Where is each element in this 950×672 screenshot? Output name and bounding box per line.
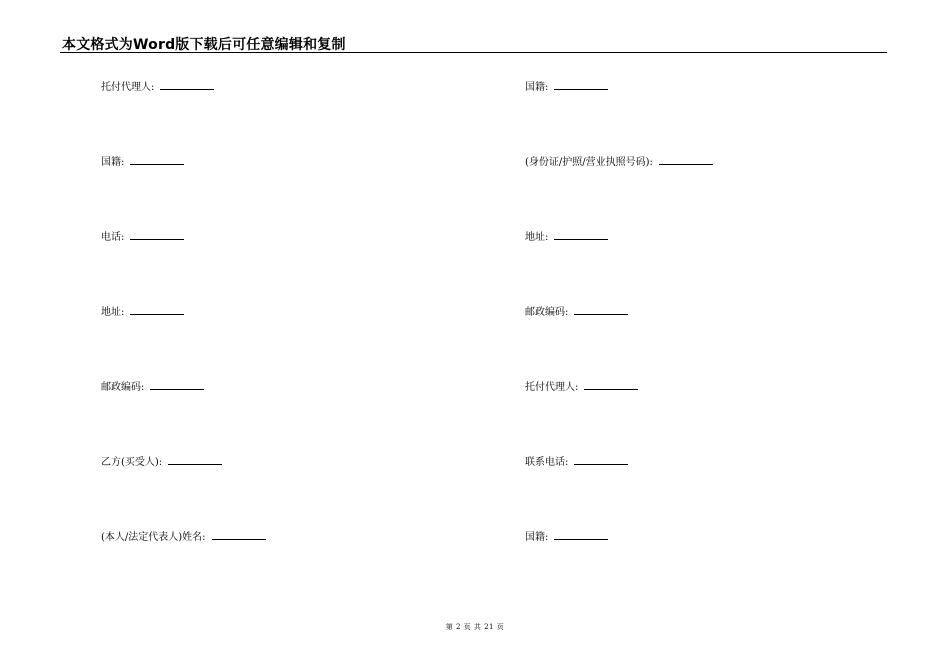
right-field-contact-phone (525, 455, 628, 469)
fill-in-blank[interactable] (130, 305, 184, 315)
left-field-phone (101, 230, 184, 244)
field-label: (身份证/护照/营业执照号码): (525, 157, 653, 168)
left-field-address (101, 305, 184, 319)
field-label: 邮政编码: (525, 307, 569, 318)
fill-in-blank[interactable] (574, 455, 628, 465)
page-header-title: 本文格式为Word版下载后可任意编辑和复制 (62, 37, 346, 53)
fill-in-blank[interactable] (160, 80, 214, 90)
fill-in-blank[interactable] (554, 530, 608, 540)
field-label: 国籍: (525, 82, 549, 93)
field-label: (本人/法定代表人)姓名: (101, 532, 206, 543)
field-label: 邮政编码: (101, 382, 145, 393)
fill-in-blank[interactable] (554, 80, 608, 90)
field-label: 国籍: (525, 532, 549, 543)
fill-in-blank[interactable] (659, 155, 713, 165)
field-label: 电话: (101, 232, 125, 243)
fill-in-blank[interactable] (584, 380, 638, 390)
field-label: 地址: (525, 232, 549, 243)
field-label: 托付代理人: (101, 82, 155, 93)
left-field-name (101, 530, 266, 544)
field-label: 托付代理人: (525, 382, 579, 393)
header-divider (60, 52, 887, 53)
page-number: 第 2 页 共 21 页 (445, 623, 505, 631)
left-field-nationality (101, 155, 184, 169)
right-field-nationality (525, 80, 608, 94)
fill-in-blank[interactable] (554, 230, 608, 240)
field-label: 国籍: (101, 157, 125, 168)
fill-in-blank[interactable] (212, 530, 266, 540)
right-field-agent (525, 380, 638, 394)
field-label: 乙方(买受人): (101, 457, 163, 468)
field-label: 地址: (101, 307, 125, 318)
right-field-id-number (525, 155, 713, 169)
right-field-address (525, 230, 608, 244)
fill-in-blank[interactable] (150, 380, 204, 390)
left-field-agent (101, 80, 214, 94)
fill-in-blank[interactable] (168, 455, 222, 465)
field-label: 联系电话: (525, 457, 569, 468)
right-field-postcode (525, 305, 628, 319)
left-field-party-b (101, 455, 222, 469)
left-field-postcode (101, 380, 204, 394)
fill-in-blank[interactable] (130, 230, 184, 240)
fill-in-blank[interactable] (130, 155, 184, 165)
fill-in-blank[interactable] (574, 305, 628, 315)
right-field-nationality-2 (525, 530, 608, 544)
